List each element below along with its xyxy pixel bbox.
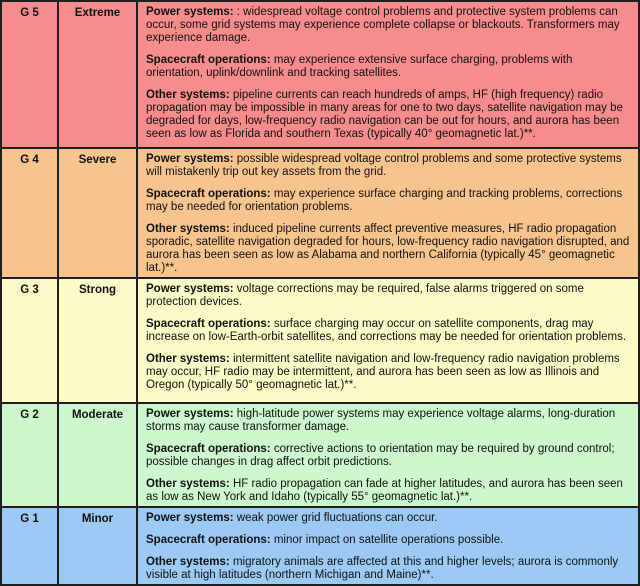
storm-row-g1 <box>1 507 639 585</box>
scale-descriptor-cell-g3: Strong <box>58 278 137 403</box>
other-systems-text: HF radio propagation can fade at higher latitudes, and aurora has been seen as low as New York and Idaho (typically 55° geomagnetic lat.)**. <box>146 478 623 503</box>
power-systems-label: Power systems: <box>146 408 234 420</box>
spacecraft-operations-label: Spacecraft operations: <box>146 443 271 455</box>
storm-row-g4 <box>1 148 639 278</box>
scale-descriptor-cell-g4: Severe <box>58 148 137 278</box>
storm-row-g3 <box>1 278 639 403</box>
power-systems-label: Power systems: <box>146 153 234 165</box>
spacecraft-operations-label: Spacecraft operations: <box>146 188 271 200</box>
other-systems-text: migratory animals are affected at this and higher levels; aurora is commonly visible at high latitudes (northern Michigan and Maine)**. <box>146 556 619 581</box>
spacecraft-operations-paragraph <box>146 534 630 547</box>
scale-effects-cell-g2 <box>137 403 639 507</box>
scale-effects-cell-g3 <box>137 278 639 403</box>
storm-row-g2 <box>1 403 639 507</box>
spacecraft-operations-paragraph <box>146 318 630 344</box>
spacecraft-operations-label: Spacecraft operations: <box>146 54 271 66</box>
power-systems-text: possible widespread voltage control problems and some protective systems will mistakenly trip out key assets from the grid. <box>146 153 622 178</box>
scale-effects-cell-g4 <box>137 148 639 278</box>
power-systems-text: : widespread voltage control problems and protective system problems can occur, some grid systems may experience complete collapse or blackouts. Transformers may experience damage. <box>146 6 620 44</box>
spacecraft-operations-text: minor impact on satellite operations possible. <box>273 534 504 546</box>
scale-effects-cell-g1 <box>137 507 639 585</box>
storm-scale-table-body <box>1 1 639 585</box>
scale-descriptor-cell-g2: Moderate <box>58 403 137 507</box>
other-systems-label: Other systems: <box>146 89 230 101</box>
scale-level-cell-g2: G 2 <box>1 403 58 507</box>
spacecraft-operations-text: may experience surface charging and tracking problems, corrections may be needed for orientation problems. <box>146 188 623 213</box>
scale-descriptor-cell-g1: Minor <box>58 507 137 585</box>
power-systems-text: weak power grid fluctuations can occur. <box>236 512 438 524</box>
spacecraft-operations-label: Spacecraft operations: <box>146 318 271 330</box>
spacecraft-operations-paragraph <box>146 188 630 214</box>
scale-level-cell-g1: G 1 <box>1 507 58 585</box>
power-systems-paragraph <box>146 512 630 525</box>
storm-row-g5 <box>1 1 639 148</box>
other-systems-text: pipeline currents can reach hundreds of amps, HF (high frequency) radio propagation may be impossible in many areas for one to two days, satellite navigation may be degraded for days, low-frequency radio navigation can be out for hours, and aurora has been seen as low as Florida and southern Texas (typically 40° geomagnetic lat.)**. <box>146 89 623 140</box>
spacecraft-operations-label: Spacecraft operations: <box>146 534 271 546</box>
power-systems-label: Power systems: <box>146 512 234 524</box>
power-systems-paragraph <box>146 6 630 45</box>
other-systems-paragraph <box>146 556 630 582</box>
power-systems-label: Power systems: <box>146 283 234 295</box>
other-systems-label: Other systems: <box>146 478 230 490</box>
other-systems-text: intermittent satellite navigation and low-frequency radio navigation problems may occur, HF radio may be intermittent, and aurora has been seen as low as Illinois and Oregon (typically 50° geomagnetic lat.)**. <box>146 353 620 391</box>
other-systems-paragraph <box>146 353 630 392</box>
spacecraft-operations-text: corrective actions to orientation may be required by ground control; possible changes in drag affect orbit predictions. <box>146 443 615 468</box>
spacecraft-operations-text: surface charging may occur on satellite components, drag may increase on low-Earth-orbit satellites, and corrections may be needed for orientation problems. <box>146 318 627 343</box>
scale-level-cell-g3: G 3 <box>1 278 58 403</box>
other-systems-paragraph <box>146 478 630 504</box>
scale-level-cell-g4: G 4 <box>1 148 58 278</box>
power-systems-text: high-latitude power systems may experience voltage alarms, long-duration storms may cause transformer damage. <box>146 408 616 433</box>
power-systems-label: Power systems: <box>146 6 234 18</box>
scale-effects-cell-g5 <box>137 1 639 148</box>
other-systems-text: induced pipeline currents affect preventive measures, HF radio propagation sporadic, satellite navigation degraded for hours, low-frequency radio navigation disrupted, and aurora has been seen as low as Alabama and northern California (typically 45° geomagnetic lat.)**. <box>146 223 630 274</box>
other-systems-paragraph <box>146 89 630 141</box>
other-systems-paragraph <box>146 223 630 275</box>
power-systems-paragraph <box>146 153 630 179</box>
other-systems-label: Other systems: <box>146 223 230 235</box>
spacecraft-operations-paragraph <box>146 443 630 469</box>
scale-level-cell-g5: G 5 <box>1 1 58 148</box>
power-systems-paragraph <box>146 408 630 434</box>
other-systems-label: Other systems: <box>146 556 230 568</box>
other-systems-label: Other systems: <box>146 353 230 365</box>
spacecraft-operations-text: may experience extensive surface charging, problems with orientation, uplink/downlink and tracking satellites. <box>146 54 573 79</box>
power-systems-paragraph <box>146 283 630 309</box>
power-systems-text: voltage corrections may be required, false alarms triggered on some protection devices. <box>146 283 584 308</box>
spacecraft-operations-paragraph <box>146 54 630 80</box>
scale-descriptor-cell-g5: Extreme <box>58 1 137 148</box>
